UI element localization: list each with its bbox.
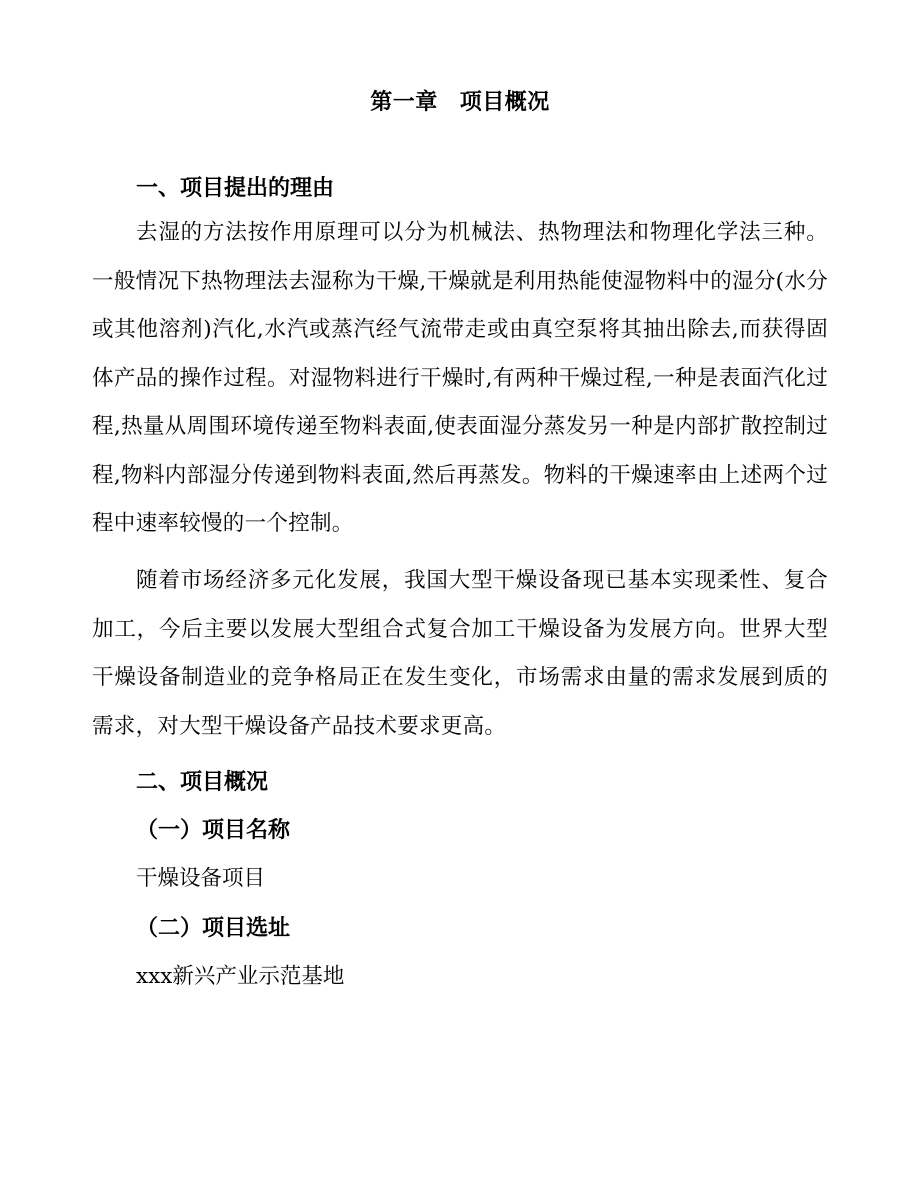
section2-heading: 二、项目概况 — [136, 769, 269, 795]
section1-paragraph-2: 随着市场经济多元化发展，我国大型干燥设备现已基本实现柔性、复合加工，今后主要以发展大型组合式复合加工干燥设备为发展方向。世界大型干燥设备制造业的竞争格局正在发生变化，市场需求由量的需求发展到质的需求，对大型干燥设备产品技术要求更高。 — [92, 568, 828, 739]
subsection-project-name-heading: （一）项目名称 — [136, 817, 291, 843]
section1-paragraph-1: 去湿的方法按作用原理可以分为机械法、热物理法和物理化学法三种。一般情况下热物理法去湿称为干燥,干燥就是利用热能使湿物料中的湿分(水分或其他溶剂)汽化,水汽或蒸汽经气流带走或由真空泵将其抽出除去,而获得固体产品的操作过程。对湿物料进行干燥时,有两种干燥过程,一种是表面汽化过程,热量从周围环境传递至物料表面,使表面湿分蒸发另一种是内部扩散控制过程,物料内部湿分传递到物料表面,然后再蒸发。物料的干燥速率由上述两个过程中速率较慢的一个控制。 — [92, 220, 828, 536]
project-name-value: 干燥设备项目 — [136, 866, 266, 891]
project-site-value: xxx新兴产业示范基地 — [136, 964, 345, 989]
subsection-project-site-heading: （二）项目选址 — [136, 915, 291, 941]
chapter-name: 项目概况 — [459, 89, 550, 115]
section1-heading: 一、项目提出的理由 — [136, 175, 335, 201]
chapter-title — [0, 86, 920, 118]
chapter-label: 第一章 — [370, 89, 438, 115]
